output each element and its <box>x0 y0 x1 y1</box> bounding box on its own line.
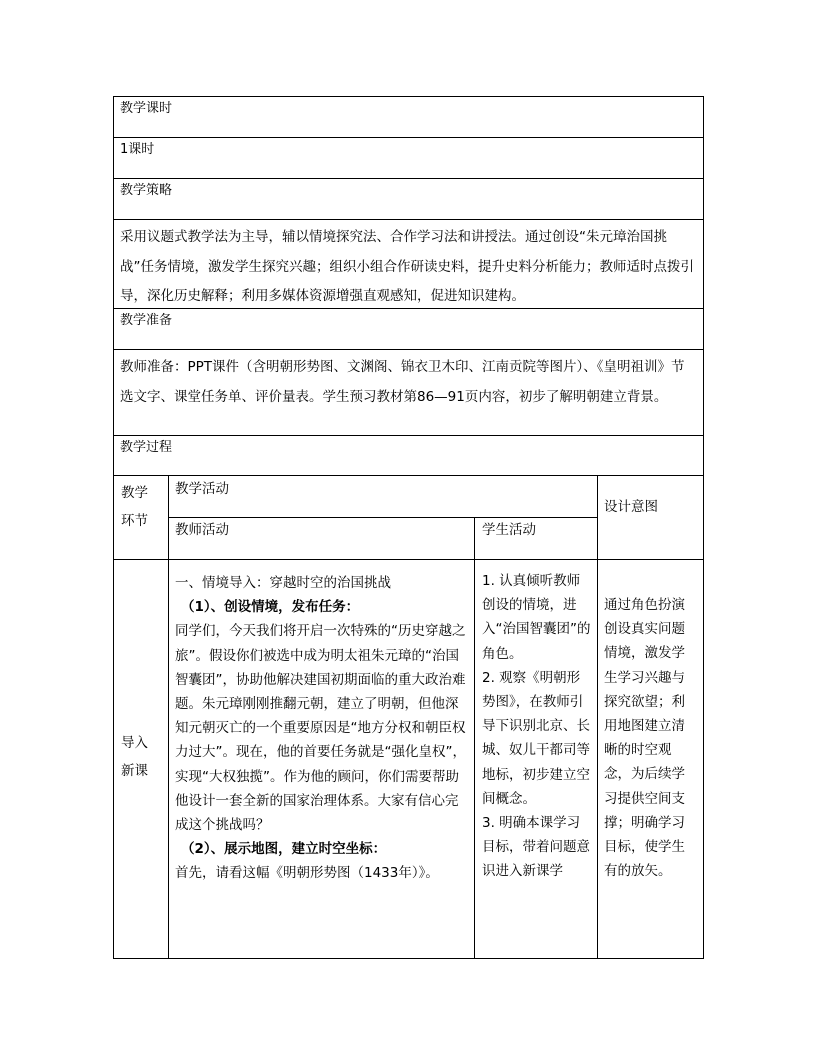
teacher-paragraph-2: 首先，请看这幅《明朝形势图（1433年）》。 <box>175 865 439 882</box>
teacher-heading: 一、情境导入：穿越时空的治国挑战 <box>175 575 391 591</box>
lesson-hours-label <box>114 97 703 138</box>
teacher-paragraph-1: 同学们，今天我们将开启一次特殊的“历史穿越之旅”。假设你们被选中成为明太祖朱元璋的“治国智囊团”，协助他解决建国初期面临的重大政治难题。朱元璋刚刚推翻元朝，建立了明朝，但他深知元朝灭亡的一个重要原因是“地方分权和朝臣权力过大”。现在，他的首要任务就是“强化皇权”，实现“大权独揽”。作为他的顾问，你们需要帮助他设计一套全新的国家治理体系。大家有信心完成这个挑战吗？ <box>175 623 466 834</box>
student-activity-1: 1. 认真倾听教师创设的情境，进入“治国智囊团”的角色。 <box>482 573 591 662</box>
teacher-subheading-2: （2）、展示地图，建立时空坐标： <box>181 841 387 858</box>
lesson-hours-value-text: 1课时 <box>120 142 155 157</box>
header-student <box>475 520 597 540</box>
process-label <box>114 436 703 476</box>
header-intent <box>598 497 703 517</box>
header-stage-text: 教学环节 <box>121 485 148 529</box>
header-body-divider <box>114 559 703 560</box>
design-intent-cell <box>598 593 703 883</box>
lesson-hours-label-text: 教学课时 <box>120 101 173 116</box>
student-activity-3: 3. 明确本课学习目标，带着问题意识进入新课学 <box>482 815 590 880</box>
header-student-text: 学生活动 <box>482 522 536 538</box>
teacher-activity-cell <box>169 571 474 886</box>
strategy-label-text: 教学策略 <box>120 183 173 198</box>
lesson-plan-table <box>113 96 704 959</box>
header-activity-text: 教学活动 <box>175 481 229 497</box>
prep-label-text: 教学准备 <box>120 313 173 328</box>
header-activity <box>169 479 597 499</box>
activity-subheader-divider <box>168 517 597 518</box>
header-stage <box>114 479 168 535</box>
prep-text-body: 教师准备：PPT课件（含明朝形势图、文渊阁、锦衣卫木印、江南贡院等图片）、《皇明祖训》节选文字、课堂任务单、评价量表。学生预习教材第86—91页内容，初步了解明朝建立背景。 <box>120 359 685 405</box>
stage-cell <box>114 729 168 785</box>
student-activity-2: 2. 观察《明朝形势图》，在教师引导下识别北京、长城、奴儿干都司等地标，初步建立空间概念。 <box>482 669 590 807</box>
header-teacher <box>169 520 474 540</box>
prep-label <box>114 309 703 350</box>
strategy-text <box>114 220 703 309</box>
teacher-subheading-1: （1）、创设情境，发布任务： <box>181 599 360 616</box>
process-label-text: 教学过程 <box>120 440 173 455</box>
prep-text <box>114 350 703 436</box>
student-activity-cell <box>475 569 597 884</box>
stage-cell-text: 导入新课 <box>121 735 148 779</box>
header-teacher-text: 教师活动 <box>175 522 229 538</box>
strategy-text-body: 采用议题式教学法为主导，辅以情境探究法、合作学习法和讲授法。通过创设“朱元璋治国挑战”任务情境，激发学生探究兴趣；组织小组合作研读史料，提升史料分析能力；教师适时点拨引导，深化历史解释；利用多媒体资源增强直观感知，促进知识建构。 <box>120 229 694 304</box>
strategy-label <box>114 179 703 220</box>
header-intent-text: 设计意图 <box>604 499 658 515</box>
lesson-hours-value <box>114 138 703 179</box>
design-intent-text: 通过角色扮演创设真实问题情境，激发学生学习兴趣与探究欲望；利用地图建立清晰的时空观念，为后续学习提供空间支撑；明确学习目标，使学生有的放矢。 <box>604 597 685 880</box>
